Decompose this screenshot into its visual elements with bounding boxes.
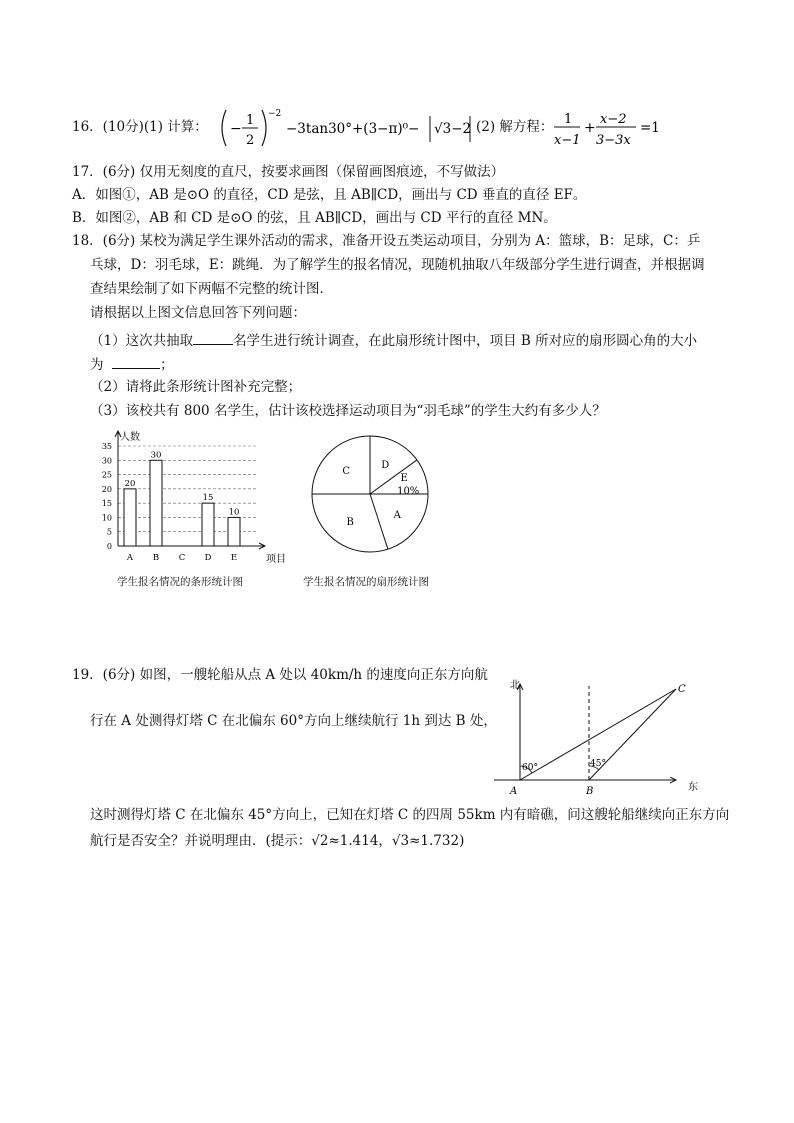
pie-chart-caption: 学生报名情况的扇形统计图 (303, 576, 429, 588)
x-tick-label: D (204, 553, 212, 563)
pie-label-B: B (346, 517, 354, 529)
angle-60: 60° (522, 763, 538, 773)
q16-calc-tail: −3tan30°+(3−π)⁰− (286, 121, 420, 137)
pie-label-D: D (381, 460, 390, 472)
q16-frac-den: 2 (246, 133, 255, 148)
angle-45: 45° (590, 759, 606, 769)
q19-line2: 行在 A 处测得灯塔 C 在北偏东 60°方向上继续航行 1h 到达 B 处， (90, 713, 497, 729)
east-label: 东 (688, 782, 698, 793)
q19-line3: 这时测得灯塔 C 在北偏东 45°方向上，已知在灯塔 C 的四周 55km 内有暗礁，问这艘轮船继续向正东方向 (90, 807, 730, 823)
y-tick-label: 15 (101, 499, 112, 509)
pie-chart (310, 416, 440, 556)
q16-abs-expr: √3−2 (434, 121, 472, 137)
point-B: B (586, 786, 594, 797)
bar-chart-caption: 学生报名情况的条形统计图 (117, 576, 243, 588)
pie-label-E: E (400, 472, 408, 484)
bar-chart (86, 420, 286, 570)
eq-plus: + (584, 120, 596, 136)
q18-q1a: （1）这次共抽取 (90, 333, 194, 349)
q18-line4: 请根据以上图文信息回答下列问题： (90, 305, 306, 321)
q18-question1-cont (90, 354, 174, 374)
q19-navigation-figure (490, 672, 710, 802)
y-tick-label: 30 (101, 456, 112, 466)
q18-line1: 18．(6分) 某校为满足学生课外活动的需求，准备开设五类运动项目，分别为 A：篮球，B：足球，C：乒 (72, 233, 701, 249)
q18-q1d: ； (160, 357, 174, 373)
north-label: 北 (510, 680, 520, 691)
q17-line1: 17．(6分) 仅用无刻度的直尺，按要求画图（保留画图痕迹，不写做法） (72, 164, 505, 180)
x-tick-label: A (126, 553, 134, 563)
pie-percent-E: 10% (397, 485, 420, 497)
x-tick-label: B (152, 553, 160, 563)
q16-expression (218, 106, 476, 150)
y-tick-label: 0 (106, 542, 112, 551)
bar-A (124, 489, 136, 546)
y-axis-label: 人数 (120, 432, 140, 443)
answer-blank-2[interactable] (112, 354, 160, 369)
eq-f1-num: 1 (564, 112, 573, 127)
x-tick-label: C (178, 553, 186, 563)
q16-label: 16．(10分)(1) 计算： (72, 119, 208, 135)
q17-lineB: B．如图②，AB 和 CD 是⊙O 的弦，且 AB∥CD，画出与 CD 平行的直径 MN。 (72, 210, 557, 226)
x-axis-label: 项目 (266, 554, 286, 565)
bar-B (150, 460, 162, 546)
q19-line1: 19．(6分) 如图，一艘轮船从点 A 处以 40km/h 的速度向正东方向航 (72, 667, 488, 683)
bar-value-label: 30 (150, 450, 162, 461)
q18-line2: 乓球，D：羽毛球，E：跳绳．为了解学生的报名情况，现随机抽取八年级部分学生进行调查，并根据调 (90, 257, 705, 273)
q18-q1b: 名学生进行统计调查，在此扇形统计图中，项目 B 所对应的扇形圆心角的大小 (233, 333, 698, 349)
point-A: A (510, 786, 518, 797)
answer-blank-1[interactable] (193, 330, 233, 345)
pie-label-A: A (393, 509, 401, 521)
y-tick-label: 10 (101, 513, 112, 523)
q16-equation (552, 106, 672, 150)
q18-question2: （2）请将此条形统计图补充完整； (90, 379, 302, 395)
bar-value-label: 10 (228, 507, 240, 518)
bar-E (228, 517, 240, 546)
q18-question3: （3）该校共有 800 名学生，估计该校选择运动项目为“羽毛球”的学生大约有多少人？ (90, 403, 606, 419)
q18-question1 (90, 330, 697, 350)
q16-frac-num: 1 (246, 113, 255, 128)
eq-f2-num: x−2 (600, 112, 627, 127)
q16-minus: − (230, 121, 242, 137)
q16-part2: (2) 解方程： (476, 119, 554, 135)
eq-f1-den: x−1 (554, 133, 581, 148)
q18-line3: 查结果绘制了如下两幅不完整的统计图． (90, 281, 333, 297)
y-tick-label: 25 (101, 470, 112, 480)
q19-line4: 航行是否安全？并说明理由．(提示：√2≈1.414，√3≈1.732) (90, 833, 465, 849)
y-tick-label: 35 (101, 442, 112, 451)
x-tick-label: E (230, 553, 238, 563)
pie-label-C: C (342, 466, 351, 478)
eq-f2-den: 3−3x (596, 133, 631, 148)
y-tick-label: 20 (101, 484, 112, 494)
q16-exponent: −2 (268, 109, 282, 119)
q18-q1c: 为 (90, 357, 104, 373)
point-C: C (678, 684, 686, 695)
bar-D (202, 503, 214, 546)
y-tick-label: 5 (106, 527, 112, 537)
q17-lineA: A．如图①，AB 是⊙O 的直径，CD 是弦，且 AB∥CD，画出与 CD 垂直的直径 EF。 (72, 187, 587, 203)
bar-value-label: 15 (202, 493, 214, 504)
bar-value-label: 20 (124, 478, 136, 489)
eq-rhs: =1 (640, 120, 660, 136)
